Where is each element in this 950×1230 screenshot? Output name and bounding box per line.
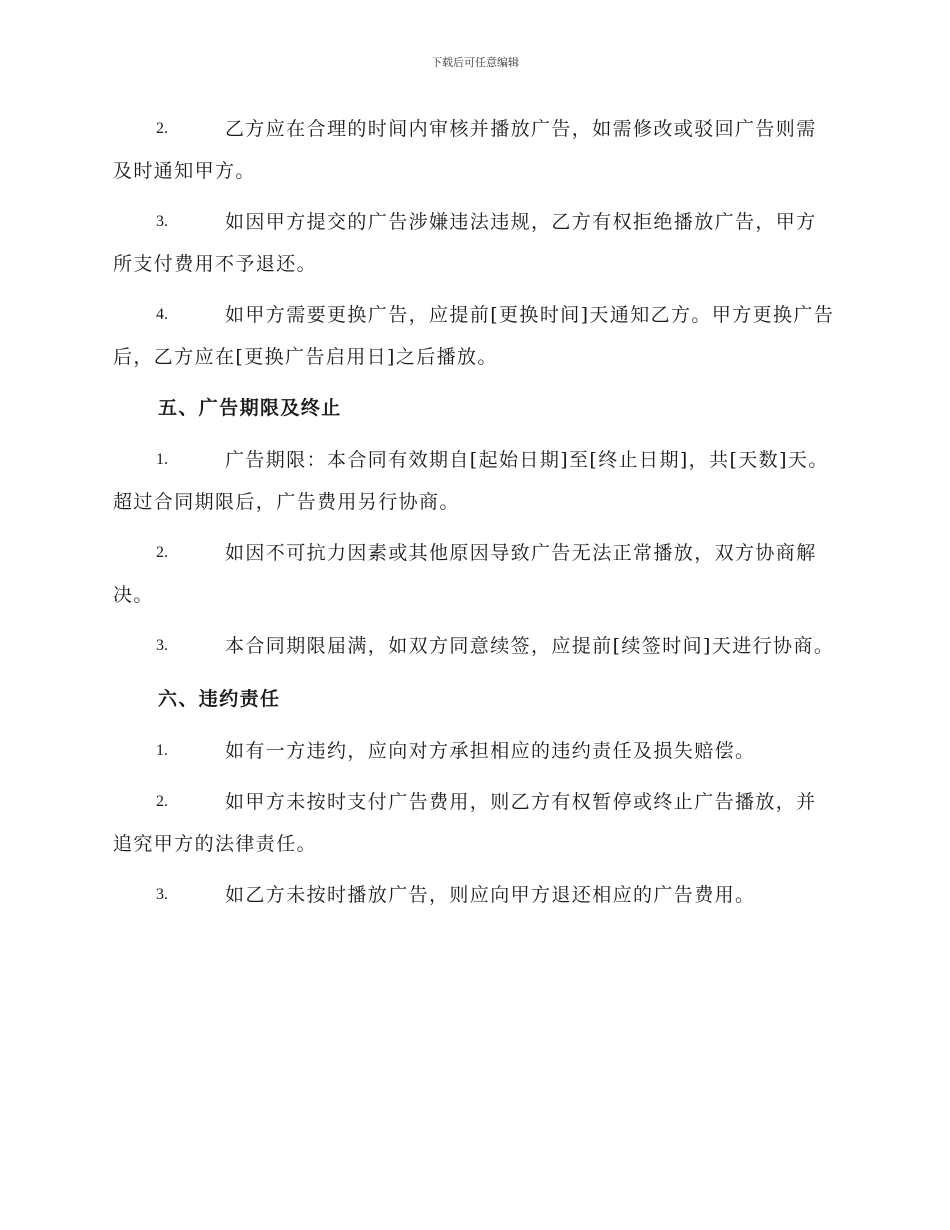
section-heading: 五、广告期限及终止 (158, 397, 342, 419)
item-number: 4. (156, 306, 168, 323)
item-text: 如因不可抗力因素或其他原因导致广告无法正常播放，双方协商解决。 (113, 542, 817, 606)
item-number: 2. (156, 120, 168, 137)
item-text: 如甲方未按时支付广告费用，则乙方有权暂停或终止广告播放，并追究甲方的法律责任。 (113, 791, 817, 855)
list-item (113, 108, 835, 192)
list-item (113, 781, 835, 865)
item-text: 广告期限：本合同有效期自[起始日期]至[终止日期]，共[天数]天。超过合同期限后，广告费用另行协商。 (113, 449, 829, 513)
list-item (113, 625, 835, 667)
item-text: 乙方应在合理的时间内审核并播放广告，如需修改或驳回广告则需及时通知甲方。 (113, 118, 817, 182)
section-heading: 六、违约责任 (158, 688, 281, 710)
document-body (113, 108, 835, 925)
item-text: 如有一方违约，应向对方承担相应的违约责任及损失赔偿。 (225, 740, 756, 762)
item-text: 如乙方未按时播放广告，则应向甲方退还相应的广告费用。 (225, 884, 756, 906)
item-number: 2. (156, 793, 168, 810)
item-number: 3. (156, 637, 168, 654)
list-item (113, 201, 835, 285)
list-item (113, 439, 835, 523)
list-item (113, 532, 835, 616)
page-header: 下载后可任意编辑 (431, 56, 519, 69)
list-item (113, 874, 835, 916)
item-number: 2. (156, 544, 168, 561)
item-text: 如因甲方提交的广告涉嫌违法违规，乙方有权拒绝播放广告，甲方所支付费用不予退还。 (113, 211, 817, 275)
item-text: 本合同期限届满，如双方同意续签，应提前[续签时间]天进行协商。 (225, 635, 835, 657)
item-number: 1. (156, 451, 168, 468)
list-item (113, 730, 835, 772)
item-number: 3. (156, 213, 168, 230)
list-item (113, 294, 835, 378)
item-number: 3. (156, 886, 168, 903)
item-text: 如甲方需要更换广告，应提前[更换时间]天通知乙方。甲方更换广告后，乙方应在[更换广告启用日]之后播放。 (113, 304, 835, 368)
item-number: 1. (156, 742, 168, 759)
